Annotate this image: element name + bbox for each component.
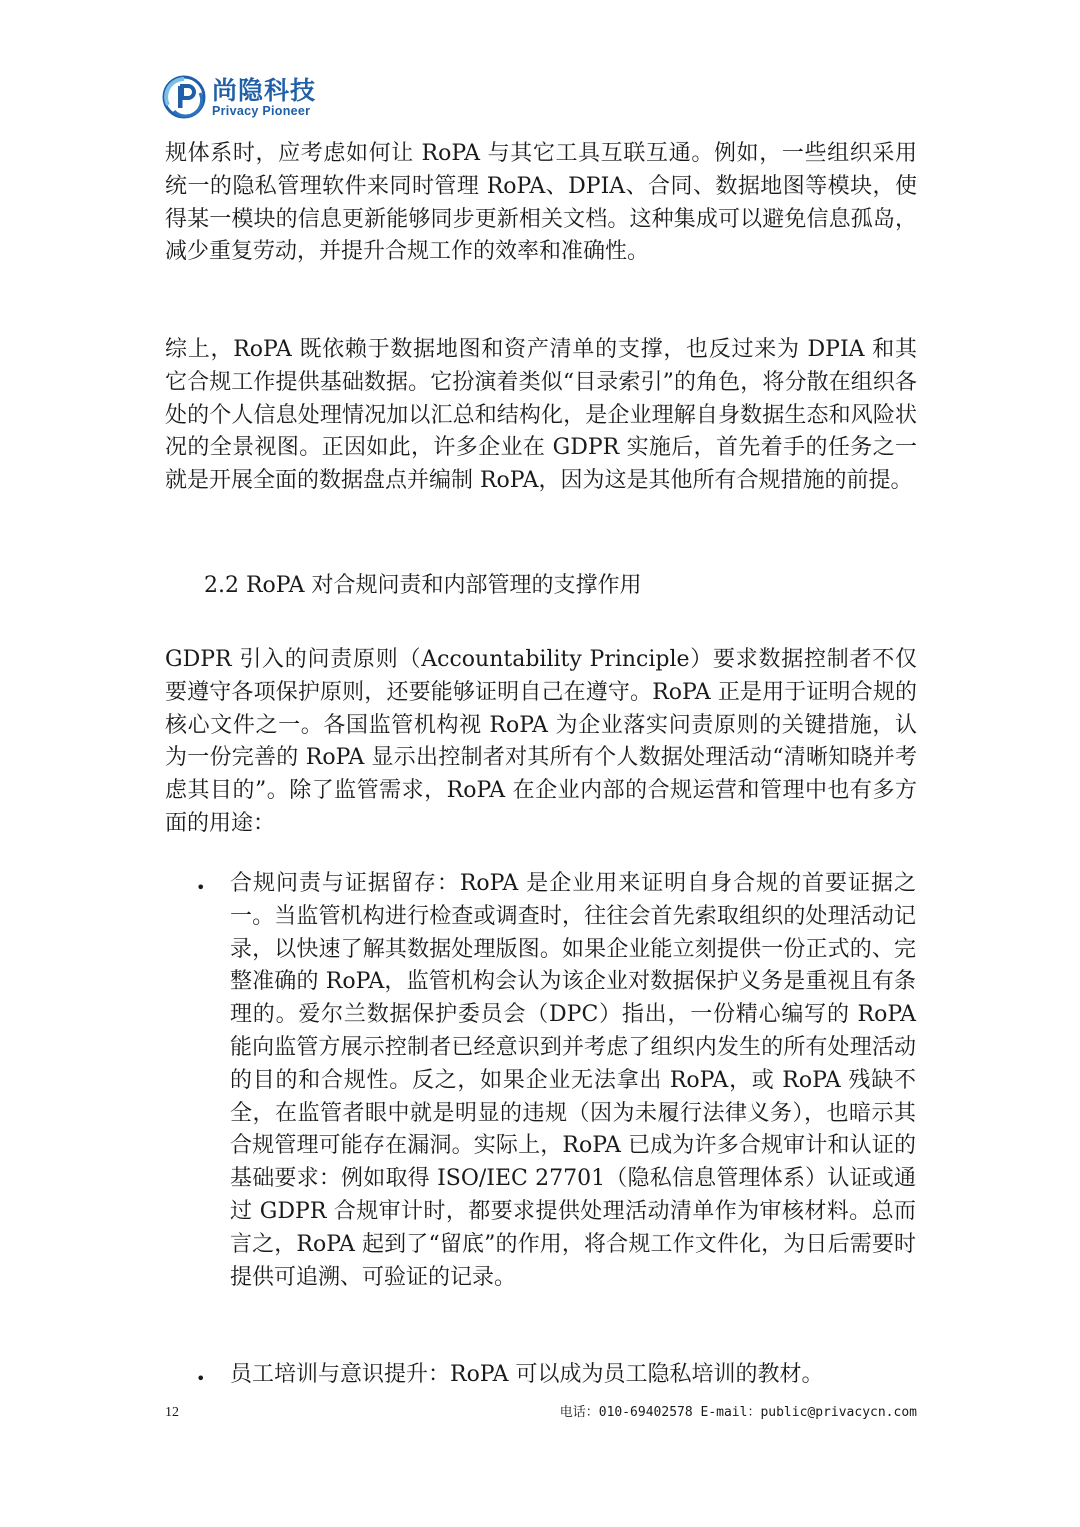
paragraph-accountability (165, 644, 917, 841)
footer-contact: 电话：010-69402578 E-mail：public@privacycn.com (559, 1405, 917, 1420)
section-heading: 2.2 RoPA 对合规问责和内部管理的支撑作用 (204, 573, 642, 598)
paragraph-text: 规体系时，应考虑如何让 RoPA 与其它工具互联互通。例如，一些组织采用统一的隐私管理软件来同时管理 RoPA、DPIA、合同、数据地图等模块，使得某一模块的信息更新能够同步更新相关文档。这种集成可以避免信息孤岛，减少重复劳动，并提升合规工作的效率和准确性。 (165, 141, 917, 265)
logo-chinese-name: 尚隐科技 (212, 75, 317, 105)
privacy-pioneer-logo-icon (162, 75, 206, 119)
page-number: 12 (165, 1405, 179, 1420)
bullet-marker: • (196, 878, 206, 897)
paragraph-integration (165, 138, 917, 269)
bullet-text: 合规问责与证据留存：RoPA 是企业用来证明自身合规的首要证据之一。当监管机构进行检查或调查时，往往会首先索取组织的处理活动记录，以快速了解其数据处理版图。如果企业能立刻提供一份正式的、完整准确的 RoPA，监管机构会认为该企业对数据保护义务是重视且有条理的。爱尔兰数据保护委员会（DPC）指出，一份精心编写的 RoPA 能向监管方展示控制者已经意识到并考虑了组织内发生的所有处理活动的目的和合规性。反之，如果企业无法拿出 RoPA，或 RoPA 残缺不全，在监管者眼中就是明显的违规（因为未履行法律义务），也暗示其合规管理可能存在漏洞。实际上，RoPA 已成为许多合规审计和认证的基础要求：例如取得 ISO/IEC 27701（隐私信息管理体系）认证或通过 GDPR 合规审计时，都要求提供处理活动清单作为审核材料。总而言之，RoPA 起到了“留底”的作用，将合规工作文件化，为日后需要时提供可追溯、可验证的记录。 (230, 871, 916, 1290)
paragraph-summary (165, 334, 917, 498)
bullet-item-employee-training (230, 1359, 916, 1392)
bullet-marker: • (196, 1369, 206, 1388)
paragraph-text: 综上，RoPA 既依赖于数据地图和资产清单的支撑，也反过来为 DPIA 和其它合规工作提供基础数据。它扮演着类似“目录索引”的角色，将分散在组织各处的个人信息处理情况加以汇总和结构化，是企业理解自身数据生态和风险状况的全景视图。正因如此，许多企业在 GDPR 实施后，首先着手的任务之一就是开展全面的数据盘点并编制 RoPA，因为这是其他所有合规措施的前提。 (165, 337, 917, 494)
company-logo (162, 74, 316, 120)
paragraph-text: GDPR 引入的问责原则（Accountability Principle）要求数据控制者不仅要遵守各项保护原则，还要能够证明自己在遵守。RoPA 正是用于证明合规的核心文件之一。各国监管机构视 RoPA 为企业落实问责原则的关键措施，认为一份完善的 RoPA 显示出控制者对其所有个人数据处理活动“清晰知晓并考虑其目的”。除了监管需求，RoPA 在企业内部的合规运营和管理中也有多方面的用途： (165, 647, 917, 836)
bullet-text: 员工培训与意识提升：RoPA 可以成为员工隐私培训的教材。 (230, 1362, 824, 1387)
logo-english-name: Privacy Pioneer (212, 103, 311, 118)
bullet-item-compliance-evidence (230, 868, 916, 1294)
